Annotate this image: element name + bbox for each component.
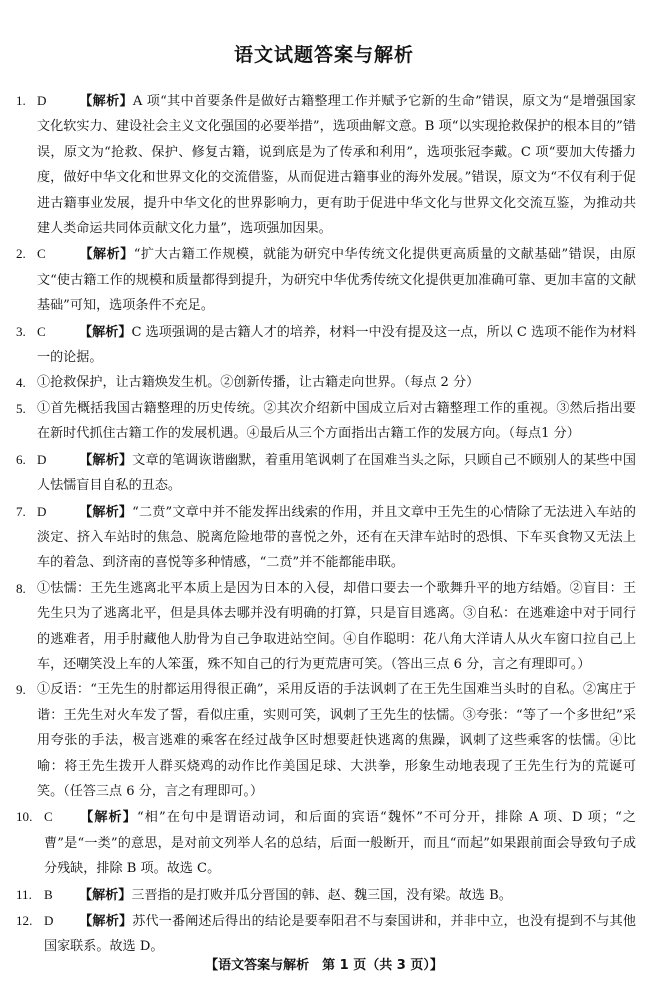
answer-body <box>16 319 636 371</box>
answer-body <box>16 882 636 908</box>
answer-number: 1. <box>16 93 26 108</box>
answer-choice: D <box>37 503 47 519</box>
answer-text: “相”在句中是谓语动词，和后面的宾语“魏怀”不可分开，排除 A 项、D 项；“之曹”是“一类”的意思，是对前文列举人名的总结，后面一般断开，而且“而起”如果跟前面会导致句子成分残缺，排除 B 项。故选 C。 <box>44 810 636 877</box>
answer-number: 12. <box>16 913 33 928</box>
answer-text: ①反语：“王先生的肘都运用得很正确”，采用反语的手法讽刺了在王先生国难当头时的自私。②寓庄于谐：王先生对火车发了誓，看似庄重，实则可笑，讽刺了王先生的怯懦。③夸张：“等了一个多世纪”采用夸张的手法，极言逃难的乘客在经过战争区时想要赶快逃离的焦躁，讽刺了这些乘客的怯懦。④比喻：将王先生拨开人群买烧鸡的动作比作美国足球、大洪拳，形象生动地表现了王先生行为的荒诞可笑。（任答三点 6 分，言之有理即可。） <box>37 682 636 799</box>
answer-number: 5. <box>16 400 26 416</box>
answer-text: “二贲”文章中并不能发挥出线索的作用，并且文章中王先生的心情除了无法进入车站的淡定、挤入车站时的焦急、脱离危险地带的喜悦之外，还有在天津车站时的恐惧、下车买食物又无法上车的着急、到济南的喜悦等多种情感，“二贲”并不能都能串联。 <box>37 504 637 571</box>
page-title: 语文试题答案与解析 <box>233 44 414 66</box>
answer-item <box>16 241 636 318</box>
analysis-tag: 【解析】 <box>79 94 133 109</box>
answer-body <box>16 499 636 576</box>
answer-choice: C <box>37 323 46 339</box>
answer-body <box>16 804 636 881</box>
answer-text: 苏代一番阐述后得出的结论是要奉阳君不与秦国讲和，并非中立，也没有提到不与其他国家联系。故选 D。 <box>44 914 637 955</box>
answer-number: 11. <box>16 886 32 902</box>
answer-item <box>16 677 636 804</box>
analysis-tag: 【解析】 <box>79 247 134 263</box>
answer-item <box>16 370 636 395</box>
answer-number: 9. <box>16 682 26 698</box>
answer-choice: D <box>44 913 54 928</box>
answer-number: 8. <box>16 580 26 596</box>
answer-item <box>16 908 636 960</box>
answer-item <box>16 576 636 678</box>
analysis-tag: 【解析】 <box>79 914 133 929</box>
answer-number: 10. <box>16 809 33 825</box>
answer-choice: C <box>44 809 53 825</box>
answer-choice: D <box>37 93 47 108</box>
answer-body <box>16 677 636 804</box>
answer-number: 2. <box>16 246 26 262</box>
answer-text: ①怯懦：王先生逃离北平本质上是因为日本的入侵，却借口要去一个歌舞升平的地方结婚。②盲目：王先生只为了逃离北平，但是具体去哪并没有明确的打算，只是盲目逃离。③自私：在逃难途中对于同行的逃难者，用手肘藏他人肋骨为自己争取进站空间。④自作聪明：花八角大洋请人从火车窗口拉自己上车，还嘲笑没上车的人笨蛋，殊不知自己的行为更荒唐可笑。（答出三点 6 分，言之有理即可。） <box>37 580 636 672</box>
answer-body <box>16 908 636 960</box>
answer-text: 三晋指的是打败并瓜分晋国的韩、赵、魏三国，没有梁。故选 B。 <box>131 887 512 903</box>
answer-text: 文章的笔调诙谐幽默，着重用笔讽刺了在国难当头之际，只顾自己不顾别人的某些中国人怯懦盲目自私的丑态。 <box>37 452 637 494</box>
answer-text: “扩大古籍工作规模，就能为研究中华传统文化提供更高质量的文献基础”错误，由原文“使古籍工作的规模和质量都得到提升，为研究中华优秀传统文化提供更加准确可靠、更加丰富的文献基础”可知，选项条件不充足。 <box>37 247 637 314</box>
answer-body <box>16 576 636 678</box>
answer-item <box>16 447 636 499</box>
answer-item <box>16 882 636 908</box>
answer-text: ①抢救保护，让古籍焕发生机。②创新传播，让古籍走向世界。（每点 2 分） <box>37 375 480 391</box>
answer-text: A 项“其中首要条件是做好古籍整理工作并赋予它新的生命”错误，原文为“是增强国家文化软实力、建设社会主义文化强国的必要举措”，选项曲解文意。B 项“以实现抢救保护的根本目的”错误，原文为“抢救、保护、修复古籍，说到底是为了传承和利用”，选项张冠李戴。C 项“要加大传播力度，做好中华文化和世界文化的交流借鉴，从而促进古籍事业的海外发展。”错误，原文为“不仅有利于促进古籍事业发展，提升中华文化的世界影响力，更有助于促进中华文化与世界文化交流互鉴，为推动共建人类命运共同体贡献文化力量”，选项强加因果。 <box>37 94 637 237</box>
answer-number: 7. <box>16 503 26 519</box>
answer-choice: B <box>44 886 53 902</box>
analysis-tag: 【解析】 <box>79 887 132 903</box>
answer-choice: D <box>37 451 47 467</box>
answer-number: 4. <box>16 375 26 391</box>
answer-number: 3. <box>16 323 26 339</box>
answer-item <box>16 319 636 371</box>
page-footer: 【语文答案与解析 第 1 页（共 3 页）】 <box>205 958 443 973</box>
answer-item <box>16 88 636 241</box>
answer-item <box>16 804 636 881</box>
answer-text: C 选项强调的是古籍人才的培养，材料一中没有提及这一点，所以 C 选项不能作为材料一的论据。 <box>37 324 637 366</box>
answer-text: ①首先概括我国古籍整理的历史传统。②其次介绍新中国成立后对古籍整理工作的重视。③然后指出要在新时代抓住古籍工作的发展机遇。④最后从三个方面指出古籍工作的发展方向。（每点1 分） <box>37 400 636 442</box>
answer-item <box>16 396 636 447</box>
answer-body <box>16 447 636 499</box>
analysis-tag: 【解析】 <box>79 504 133 520</box>
answer-number: 6. <box>16 451 26 467</box>
analysis-tag: 【解析】 <box>79 452 133 468</box>
answer-body <box>16 370 636 395</box>
answer-body <box>16 241 636 318</box>
analysis-tag: 【解析】 <box>79 324 132 340</box>
answer-list <box>16 88 636 960</box>
answer-body <box>16 396 636 447</box>
answer-choice: C <box>37 246 46 262</box>
answer-item <box>16 499 636 576</box>
analysis-tag: 【解析】 <box>79 810 137 826</box>
answer-body <box>16 88 636 241</box>
